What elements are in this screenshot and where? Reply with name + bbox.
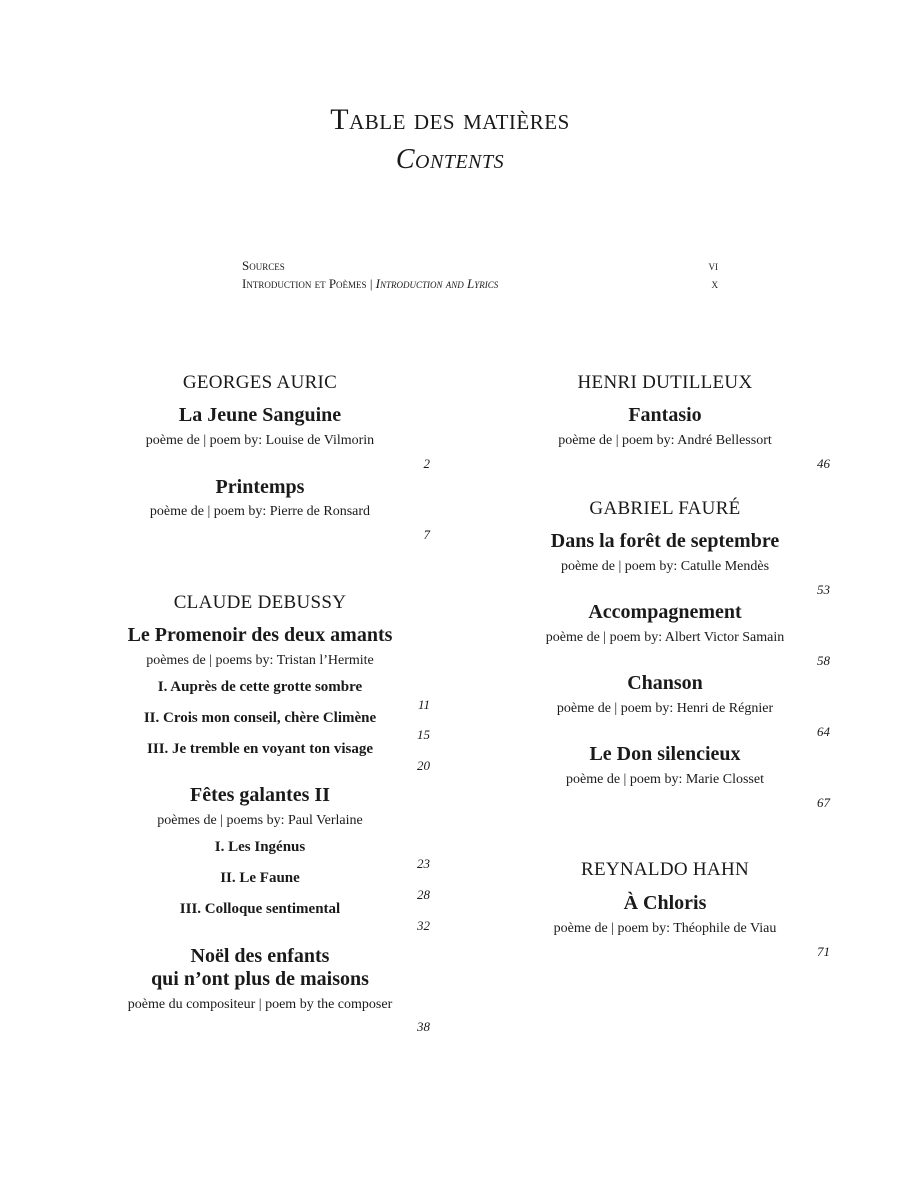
page-number: 15 <box>417 727 430 742</box>
poet-credit: poème de | poem by: Louise de Vilmorin <box>145 433 375 448</box>
work-title[interactable]: Dans la forêt de septembre <box>550 530 780 552</box>
page-number: 23 <box>417 856 430 871</box>
song-title[interactable]: III. Colloque sentimental <box>179 901 341 917</box>
work-title[interactable]: Le Promenoir des deux amants <box>127 624 393 646</box>
poet-credit: poème de | poem by: Albert Victor Samain <box>545 630 785 645</box>
poet-credit: poème de | poem by: Marie Closset <box>566 772 764 787</box>
front-matter-label: Introduction et Poèmes <box>242 276 367 291</box>
page-number: 28 <box>417 887 430 902</box>
contents-page: Table des matières Contents Sources vi Introduction et Poèmes | Introduction and Lyrics x GEORGES AURIC La Jeune Sanguine poème de | poem by: Louise de Vilmorin 2 Printemps poème de | poem by: Pierre de Ronsard 7 CLAUDE DEBUSSY Le Promenoir des deux amants poèmes de | poems by: Tristan l’Hermite I. Auprès de cette grotte sombre 11 II. Crois mon conseil, chère Climène 15 III. Je tremble en voyant ton visage 20 Fêtes galantes II poèmes de | poems by: Paul Verlaine I. Les Ingénus 23 II. Le Faune 28 III. Colloque sentimental 32 Noël des enfants qui n’ont plus de maisons poème du compositeur | poem by the composer 38 HENRI DUTILLEUX Fantasio poème de | poem by: André Bellessort 46 GABRIEL FAURÉ Dans la forêt de septembre poème de | poem by: Catulle Mendès 53 Accompagnement poème de | poem by: Albert Victor Samain 58 Chanson poème de | poem by: Henri de Régnier 64 Le Don silencieux poème de | poem by: Marie Closset 67 REYNALDO HAHN À Chloris poème de | poem by: Théophile de Viau 71 <box>0 0 900 1200</box>
page-number: 58 <box>817 653 830 668</box>
page-number: 71 <box>817 944 830 959</box>
page-number: 32 <box>417 918 430 933</box>
work-title[interactable]: La Jeune Sanguine <box>178 404 342 426</box>
poet-credit: poèmes de | poems by: Paul Verlaine <box>157 813 363 828</box>
front-matter-label: Sources <box>242 258 285 273</box>
page-subtitle: Contents <box>395 144 505 175</box>
work-title[interactable]: Printemps <box>215 476 305 498</box>
work-title[interactable]: Noël des enfants <box>190 945 330 967</box>
work-title[interactable]: Accompagnement <box>588 601 742 623</box>
page-title: Table des matières <box>330 103 570 136</box>
poet-credit: poème de | poem by: Catulle Mendès <box>560 559 770 574</box>
poet-credit: poème de | poem by: Pierre de Ronsard <box>149 504 371 519</box>
work-title[interactable]: Le Don silencieux <box>589 743 741 765</box>
poet-credit: poème du compositeur | poem by the composer <box>127 997 393 1012</box>
poet-credit: poèmes de | poems by: Tristan l’Hermite <box>146 653 374 668</box>
front-matter-label-en: Introduction and Lyrics <box>375 276 499 291</box>
composer-heading: HENRI DUTILLEUX <box>577 372 753 393</box>
poet-credit: poème de | poem by: André Bellessort <box>558 433 772 448</box>
work-title[interactable]: Chanson <box>627 672 703 694</box>
composer-heading: GABRIEL FAURÉ <box>589 498 741 519</box>
page-number: 7 <box>423 527 430 542</box>
poet-credit: poème de | poem by: Théophile de Viau <box>553 921 777 936</box>
front-matter-page: vi <box>708 258 718 273</box>
song-title[interactable]: II. Le Faune <box>220 870 300 886</box>
work-title-continued[interactable]: qui n’ont plus de maisons <box>151 968 369 990</box>
page-number: 38 <box>417 1019 430 1034</box>
work-title[interactable]: Fantasio <box>628 404 702 426</box>
work-title[interactable]: À Chloris <box>623 892 707 914</box>
song-title[interactable]: I. Les Ingénus <box>214 839 306 855</box>
song-title[interactable]: II. Crois mon conseil, chère Climène <box>143 710 377 726</box>
song-title[interactable]: III. Je tremble en voyant ton visage <box>147 741 373 757</box>
page-number: 67 <box>817 795 830 810</box>
page-number: 46 <box>817 456 830 471</box>
composer-heading: REYNALDO HAHN <box>580 859 750 880</box>
composer-heading: GEORGES AURIC <box>182 372 338 393</box>
song-title[interactable]: I. Auprès de cette grotte sombre <box>157 679 363 695</box>
page-number: 20 <box>417 758 430 773</box>
work-title[interactable]: Fêtes galantes II <box>190 784 330 806</box>
poet-credit: poème de | poem by: Henri de Régnier <box>556 701 774 716</box>
page-number: 53 <box>817 582 830 597</box>
composer-heading: CLAUDE DEBUSSY <box>173 592 347 613</box>
page-number: 11 <box>417 697 430 712</box>
page-number: 64 <box>817 724 830 739</box>
page-number: 2 <box>423 456 430 471</box>
front-matter-page: x <box>711 276 718 291</box>
